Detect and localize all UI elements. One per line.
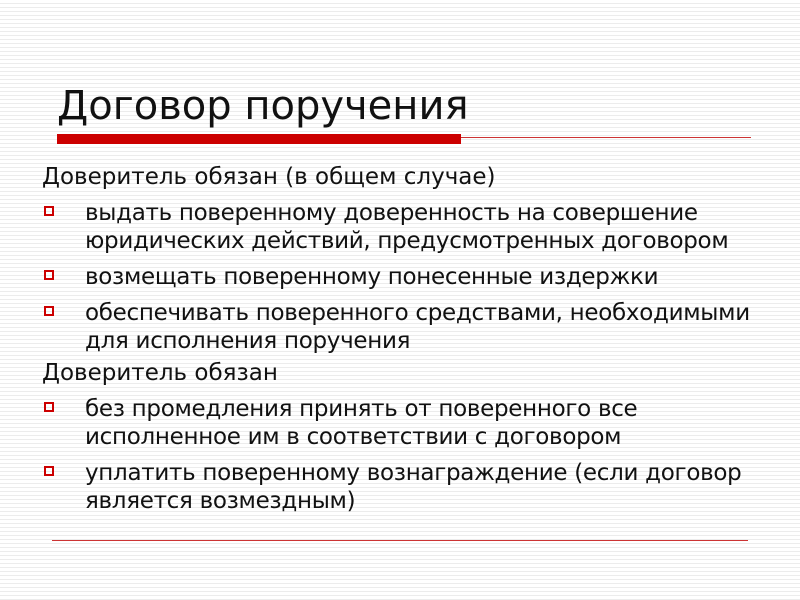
bullet-text: без промедления принять от поверенного все исполненное им в соответствии с договором: [85, 396, 638, 450]
bullet-list-1: [42, 199, 798, 355]
square-bullet-icon: [44, 206, 54, 216]
square-bullet-icon: [44, 402, 54, 412]
square-bullet-icon: [44, 306, 54, 316]
bullet-item: [42, 459, 798, 515]
section-heading-2: Доверитель обязан: [42, 360, 278, 386]
bottom-divider-line: [52, 540, 748, 541]
title-divider-line: [461, 137, 751, 138]
bullet-text: возмещать поверенному понесенные издержки: [85, 264, 659, 290]
section-heading-1: Доверитель обязан (в общем случае): [42, 164, 496, 190]
bullet-item: [42, 199, 798, 255]
bullet-list-2: [42, 395, 798, 515]
square-bullet-icon: [44, 466, 54, 476]
bullet-item: [42, 299, 798, 355]
bullet-item: [42, 263, 798, 291]
bullet-text: обеспечивать поверенного средствами, необходимыми для исполнения поручения: [85, 300, 750, 354]
title-accent-bar: [57, 134, 461, 144]
slide-body: [42, 163, 798, 523]
slide-title: Договор поручения: [57, 83, 469, 129]
bullet-item: [42, 395, 798, 451]
bullet-text: уплатить поверенному вознаграждение (если договор является возмездным): [85, 460, 742, 514]
square-bullet-icon: [44, 270, 54, 280]
bullet-text: выдать поверенному доверенность на совершение юридических действий, предусмотренных договором: [85, 200, 729, 254]
